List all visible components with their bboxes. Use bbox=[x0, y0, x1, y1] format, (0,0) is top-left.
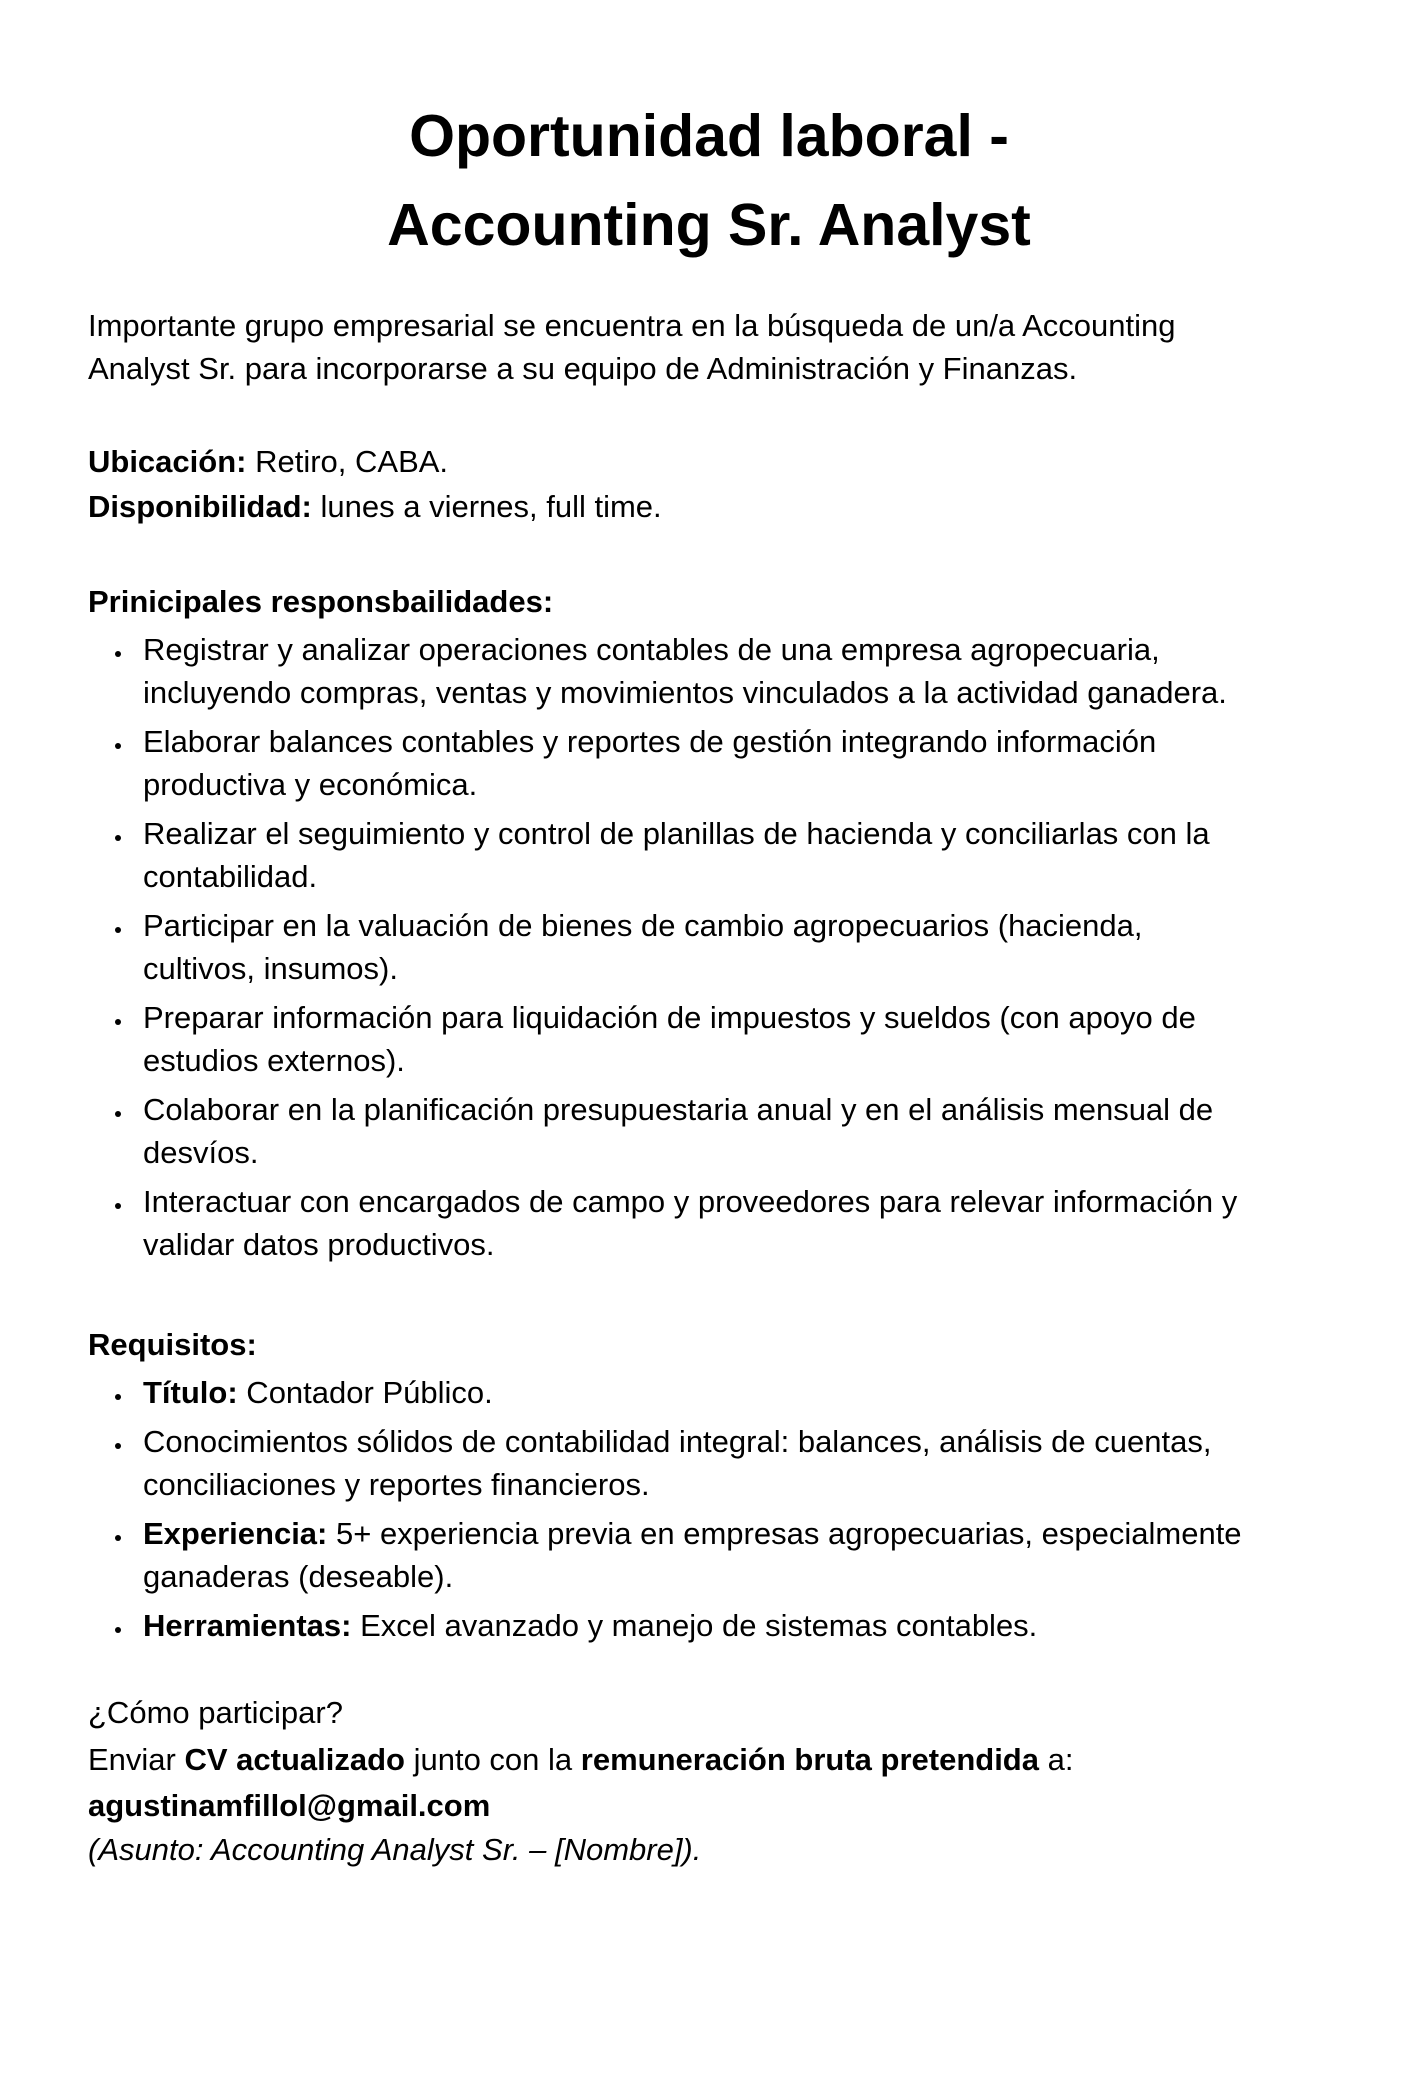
location-value: Retiro, CABA. bbox=[246, 444, 449, 479]
availability-label: Disponibilidad: bbox=[88, 489, 312, 524]
responsibility-item bbox=[88, 996, 1330, 1082]
page-title-line-2: Accounting Sr. Analyst bbox=[387, 192, 1031, 258]
page-title-line-1: Oportunidad laboral - bbox=[409, 103, 1009, 169]
requirement-text: conciliaciones y reportes financieros. bbox=[143, 1467, 650, 1502]
responsibility-item bbox=[88, 628, 1330, 714]
requirements-heading: Requisitos: bbox=[88, 1327, 257, 1362]
requirement-item bbox=[88, 1512, 1330, 1598]
how-to-participate bbox=[88, 1691, 1330, 1871]
responsibility-text: Participar en la valuación de bienes de cambio agropecuarios (hacienda, bbox=[143, 908, 1143, 943]
subject-note: (Asunto: Accounting Analyst Sr. – [Nombre]). bbox=[88, 1832, 702, 1867]
responsibility-item bbox=[88, 1088, 1330, 1174]
responsibility-item bbox=[88, 720, 1330, 806]
responsibility-text: Elaborar balances contables y reportes de gestión integrando información bbox=[143, 724, 1157, 759]
intro-paragraph bbox=[88, 304, 1330, 390]
cv-bold-text: CV actualizado bbox=[184, 1742, 405, 1777]
intro-line-2: Analyst Sr. para incorporarse a su equipo de Administración y Finanzas. bbox=[88, 351, 1078, 386]
send-instructions bbox=[88, 1738, 1330, 1781]
responsibility-text: estudios externos). bbox=[143, 1043, 405, 1078]
responsibility-text: desvíos. bbox=[143, 1135, 259, 1170]
responsibility-text: cultivos, insumos). bbox=[143, 951, 398, 986]
responsibility-text: productiva y económica. bbox=[143, 767, 478, 802]
responsibility-item bbox=[88, 812, 1330, 898]
requirement-item bbox=[88, 1371, 1330, 1414]
responsibility-text: Realizar el seguimiento y control de planillas de hacienda y conciliarlas con la bbox=[143, 816, 1210, 851]
responsibilities-heading: Prinicipales responsbailidades: bbox=[88, 584, 554, 619]
availability-line bbox=[88, 485, 1330, 528]
location-line bbox=[88, 440, 1330, 483]
requirement-text: ganaderas (deseable). bbox=[143, 1559, 454, 1594]
responsibility-text: incluyendo compras, ventas y movimientos vinculados a la actividad ganadera. bbox=[143, 675, 1227, 710]
requirement-value: 5+ experiencia previa en empresas agropecuarias, especialmente bbox=[327, 1516, 1242, 1551]
availability-value: lunes a viernes, full time. bbox=[311, 489, 662, 524]
responsibility-item bbox=[88, 1180, 1330, 1266]
requirement-value: Contador Público. bbox=[237, 1375, 493, 1410]
participate-question: ¿Cómo participar? bbox=[88, 1695, 343, 1730]
contact-email-line bbox=[88, 1784, 1330, 1827]
responsibility-text: Interactuar con encargados de campo y proveedores para relevar información y bbox=[143, 1184, 1238, 1219]
responsibilities-list bbox=[88, 628, 1330, 1266]
responsibility-text: Preparar información para liquidación de impuestos y sueldos (con apoyo de bbox=[143, 1000, 1196, 1035]
salary-bold-text: remuneración bruta pretendida bbox=[580, 1742, 1039, 1777]
requirement-text bbox=[143, 1371, 1330, 1414]
job-meta bbox=[88, 440, 1330, 528]
send-text: a: bbox=[1039, 1742, 1074, 1777]
intro-line-1: Importante grupo empresarial se encuentra en la búsqueda de un/a Accounting bbox=[88, 308, 1176, 343]
responsibility-text: validar datos productivos. bbox=[143, 1227, 495, 1262]
requirement-text bbox=[143, 1604, 1330, 1647]
job-posting-document bbox=[0, 92, 1414, 1871]
requirement-label: Herramientas: bbox=[143, 1608, 352, 1643]
responsibility-item bbox=[88, 904, 1330, 990]
requirement-value: Excel avanzado y manejo de sistemas contables. bbox=[351, 1608, 1038, 1643]
contact-email: agustinamfillol@gmail.com bbox=[88, 1788, 491, 1823]
requirements-list bbox=[88, 1371, 1330, 1647]
send-text: junto con la bbox=[404, 1742, 581, 1777]
requirement-label: Título: bbox=[143, 1375, 238, 1410]
requirement-item bbox=[88, 1420, 1330, 1506]
page-title bbox=[88, 92, 1330, 270]
send-text: Enviar bbox=[88, 1742, 185, 1777]
responsibility-text: Registrar y analizar operaciones contables de una empresa agropecuaria, bbox=[143, 632, 1160, 667]
requirement-text bbox=[143, 1512, 1330, 1555]
location-label: Ubicación: bbox=[88, 444, 247, 479]
responsibility-text: contabilidad. bbox=[143, 859, 318, 894]
requirement-label: Experiencia: bbox=[143, 1516, 328, 1551]
responsibility-text: Colaborar en la planificación presupuestaria anual y en el análisis mensual de bbox=[143, 1092, 1214, 1127]
requirement-text: Conocimientos sólidos de contabilidad integral: balances, análisis de cuentas, bbox=[143, 1424, 1212, 1459]
requirement-item bbox=[88, 1604, 1330, 1647]
